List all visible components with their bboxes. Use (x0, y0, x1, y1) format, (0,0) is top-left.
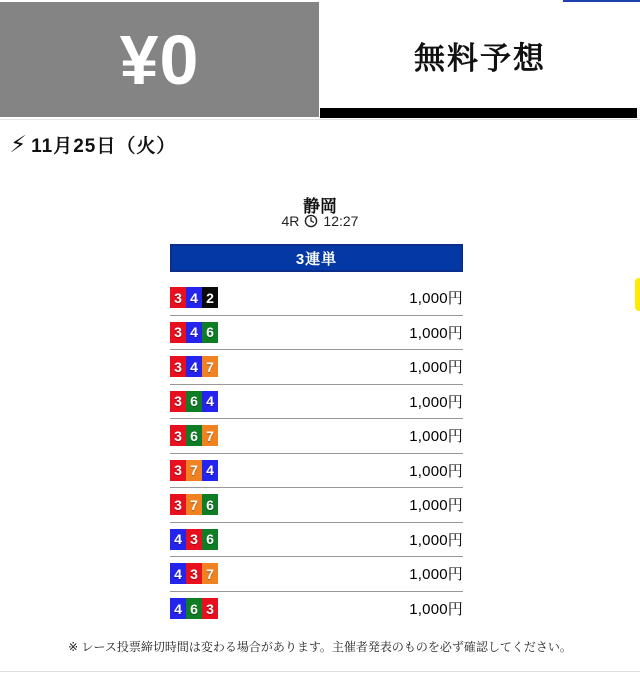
racer-number-badge: 3 (170, 356, 186, 377)
racer-number-badge: 3 (170, 425, 186, 446)
bet-row (170, 281, 463, 316)
racer-number-badge: 3 (202, 598, 218, 619)
bet-row (170, 419, 463, 454)
racer-number-badge: 4 (170, 563, 186, 584)
venue-name: 静岡 (303, 197, 337, 216)
bet-price: 1,000円 (409, 566, 463, 584)
racer-number-badge: 6 (202, 494, 218, 515)
bet-numbers (170, 460, 218, 481)
racer-number-badge: 3 (186, 563, 202, 584)
racer-number-badge: 4 (186, 322, 202, 343)
racer-number-badge: 6 (186, 391, 202, 412)
bet-type-banner (170, 244, 463, 272)
bet-price: 1,000円 (409, 290, 463, 308)
racer-number-badge: 6 (202, 322, 218, 343)
racer-number-badge: 3 (170, 391, 186, 412)
bet-row (170, 523, 463, 558)
racer-number-badge: 6 (186, 598, 202, 619)
racer-number-badge: 4 (186, 356, 202, 377)
racer-number-badge: 4 (170, 529, 186, 550)
active-tab-underline (320, 108, 637, 118)
bet-row (170, 385, 463, 420)
racer-number-badge: 7 (202, 356, 218, 377)
racer-number-badge: 4 (202, 460, 218, 481)
bet-row (170, 557, 463, 592)
bet-numbers (170, 287, 218, 308)
bet-price: 1,000円 (409, 324, 463, 342)
bet-price: 1,000円 (409, 359, 463, 377)
bet-list (170, 281, 463, 626)
racer-number-badge: 3 (170, 460, 186, 481)
racer-number-badge: 2 (202, 287, 218, 308)
bet-numbers (170, 425, 218, 446)
side-edge-tab[interactable] (635, 278, 640, 311)
bet-type-label: 3連単 (295, 250, 338, 268)
racer-number-badge: 4 (186, 287, 202, 308)
racer-number-badge: 6 (202, 529, 218, 550)
bet-price: 1,000円 (409, 497, 463, 515)
racer-number-badge: 3 (170, 287, 186, 308)
disclaimer-note: ※ レース投票締切時間は変わる場合があります。主催者発表のものを必ず確認してください。 (68, 640, 572, 654)
racer-number-badge: 7 (202, 563, 218, 584)
racer-number-badge: 3 (186, 529, 202, 550)
bet-row (170, 488, 463, 523)
race-info (0, 213, 640, 229)
bet-numbers (170, 529, 218, 550)
racer-number-badge: 6 (186, 425, 202, 446)
bet-numbers (170, 322, 218, 343)
racer-number-badge: 7 (202, 425, 218, 446)
clock-icon (304, 214, 318, 228)
bet-row (170, 592, 463, 627)
bet-numbers (170, 598, 218, 619)
header-divider (0, 119, 640, 120)
bet-price: 1,000円 (409, 462, 463, 480)
tab-paid-price[interactable] (0, 2, 319, 117)
bet-row (170, 350, 463, 385)
date-label: 11月25日（火） (31, 135, 177, 157)
bet-price: 1,000円 (409, 428, 463, 446)
tab-paid-price-label: ¥0 (119, 20, 200, 99)
bet-price: 1,000円 (409, 531, 463, 549)
racer-number-badge: 4 (170, 598, 186, 619)
racer-number-badge: 4 (202, 391, 218, 412)
bet-row (170, 316, 463, 351)
bet-row (170, 454, 463, 489)
racer-number-badge: 7 (186, 460, 202, 481)
bet-price: 1,000円 (409, 601, 463, 619)
bet-price: 1,000円 (409, 393, 463, 411)
racer-number-badge: 3 (170, 494, 186, 515)
bottom-divider (0, 671, 640, 672)
bet-numbers (170, 494, 218, 515)
racer-number-badge: 3 (170, 322, 186, 343)
tab-free-prediction[interactable] (320, 2, 640, 108)
bet-numbers (170, 356, 218, 377)
date-bar (10, 128, 176, 160)
bet-numbers (170, 391, 218, 412)
lightning-icon: ⚡ (9, 130, 28, 157)
tab-free-prediction-label: 無料予想 (414, 40, 546, 76)
race-time: 12:27 (323, 213, 359, 229)
bet-numbers (170, 563, 218, 584)
racer-number-badge: 7 (186, 494, 202, 515)
race-number: 4R (281, 213, 300, 229)
